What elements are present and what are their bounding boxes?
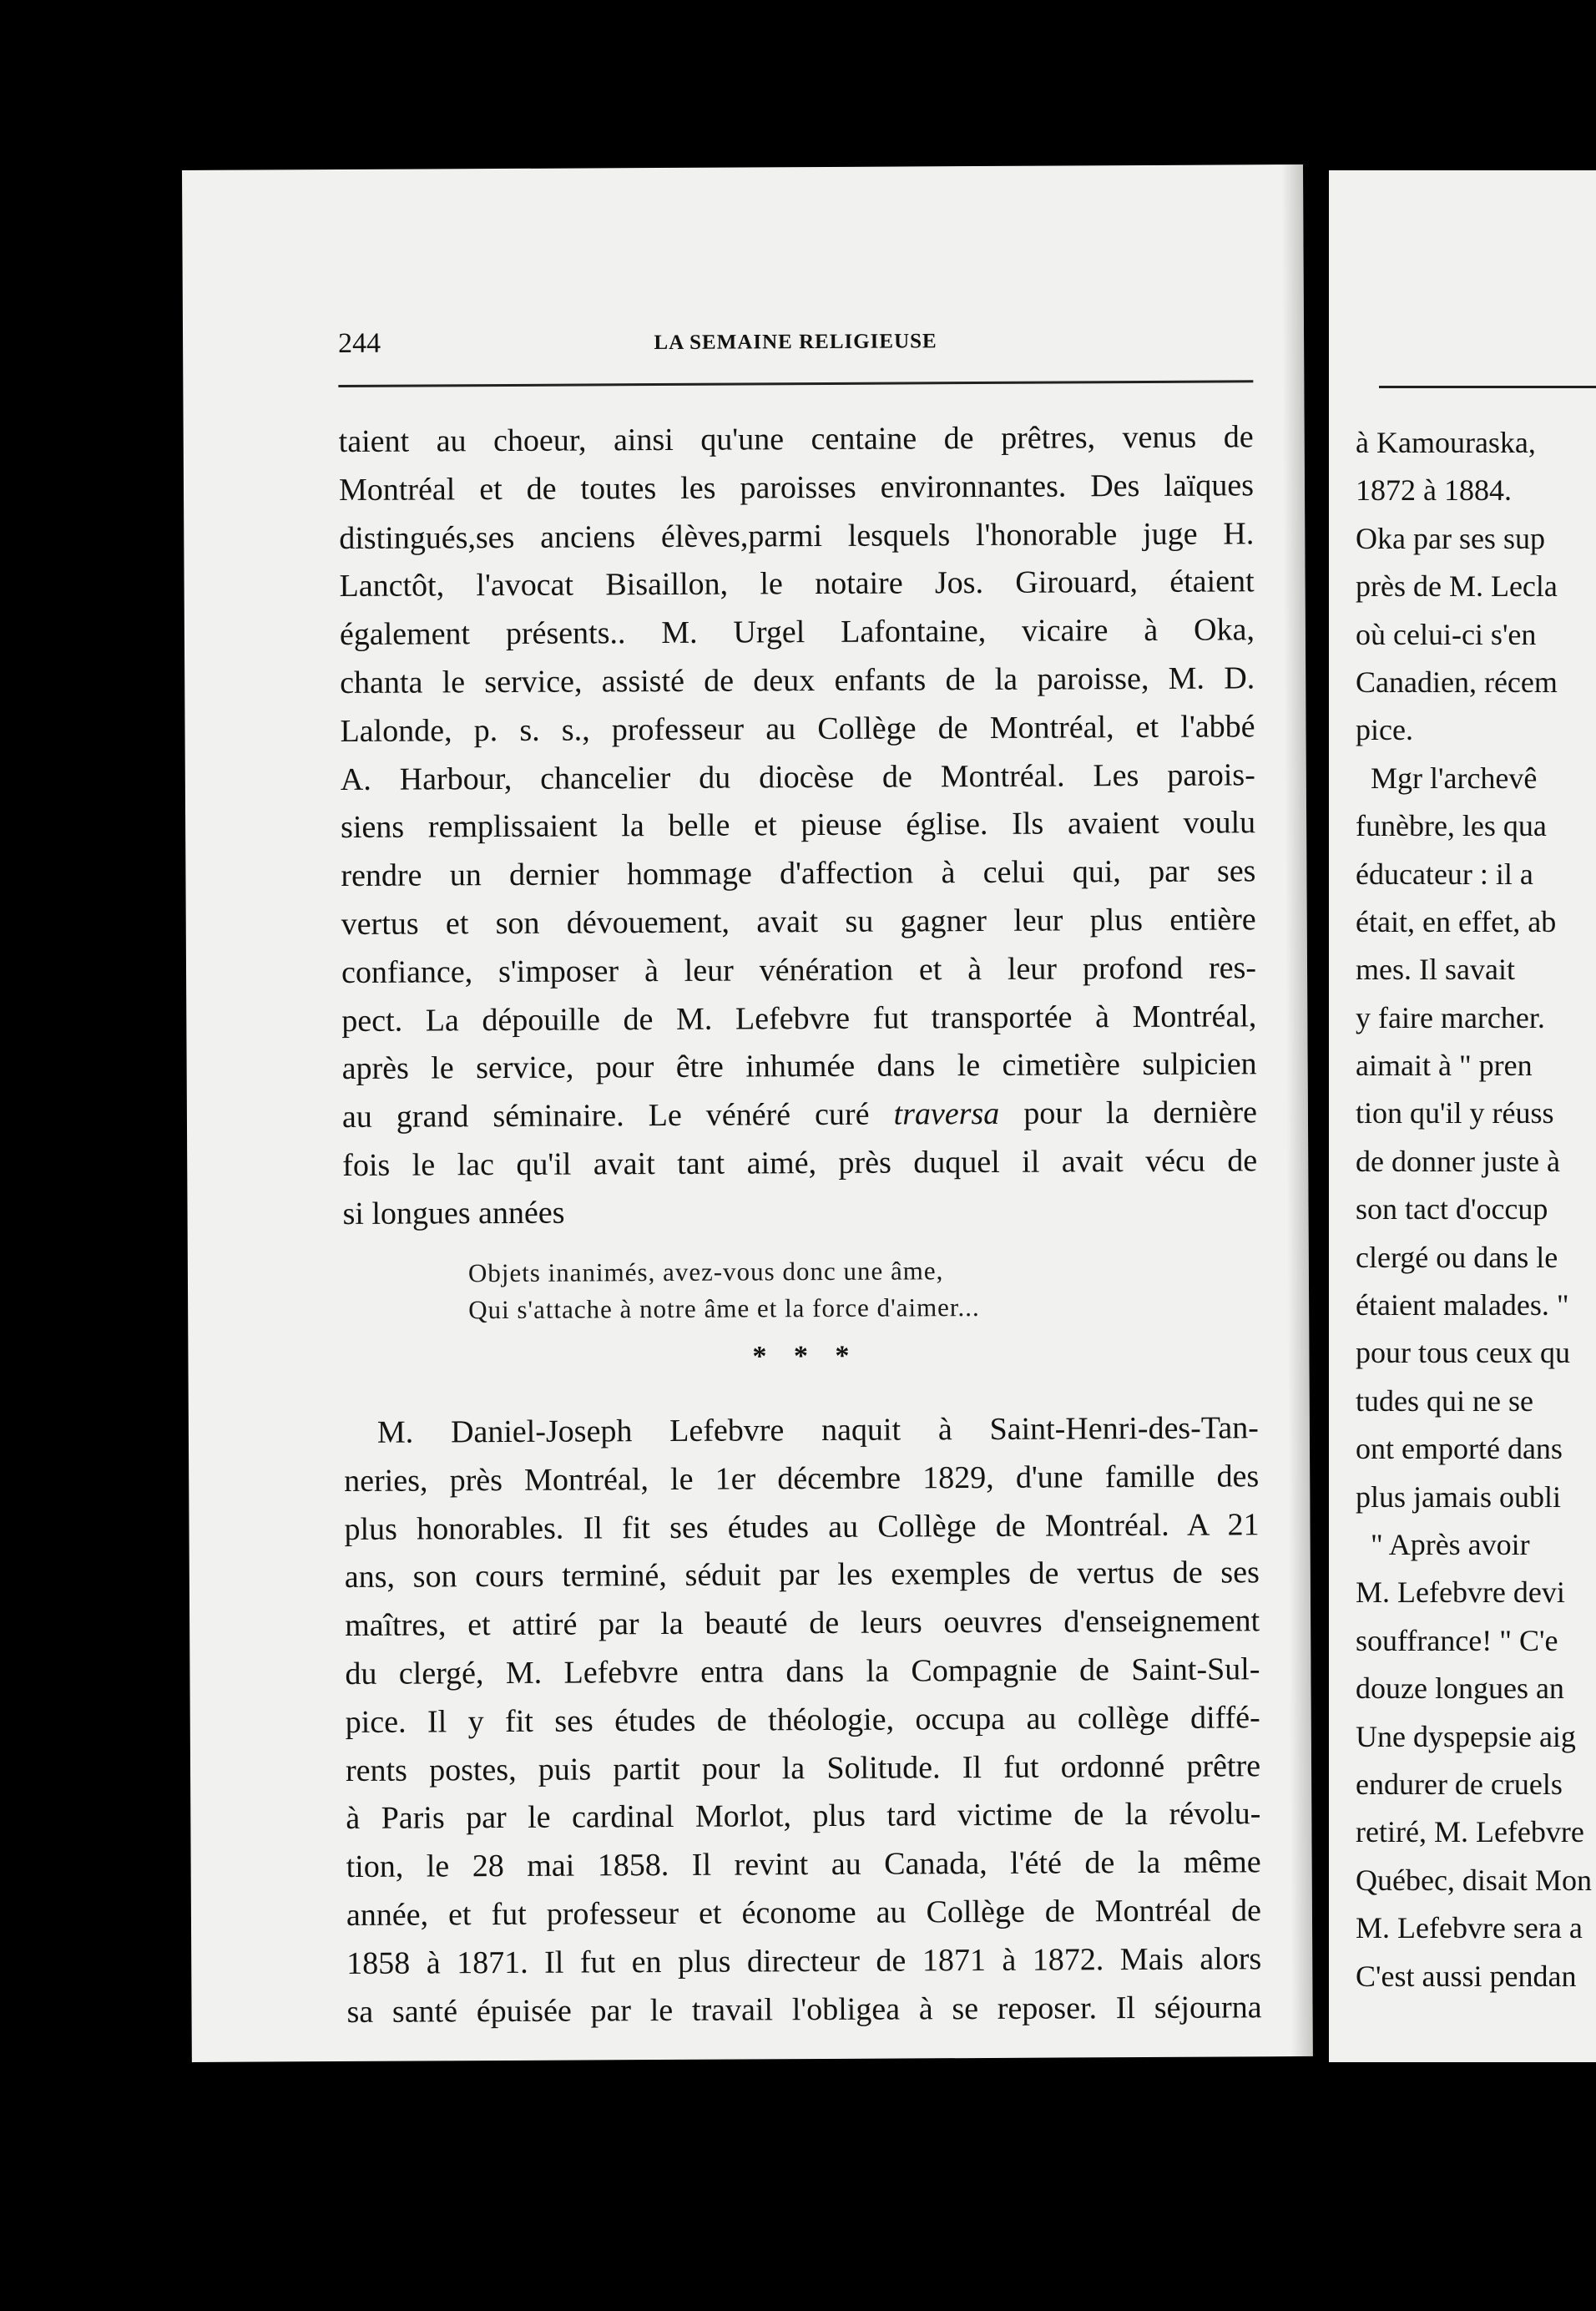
right-text-line: Une dyspepsie aig xyxy=(1356,1719,1576,1753)
paragraph-2 xyxy=(344,1404,1262,2036)
right-text-line: mes. Il savait xyxy=(1356,953,1515,987)
text-line: Lalonde, p. s. s., professeur au Collège de Montréal, et l'abbé xyxy=(340,709,1255,749)
text-line: neries, près Montréal, le 1er décembre 1829, d'une famille des xyxy=(344,1459,1260,1499)
text-line: Montréal et de toutes les paroisses environnantes. Des laïques xyxy=(338,468,1255,508)
text-line: tion, le 28 mai 1858. Il revint au Canada, l'été de la même xyxy=(346,1844,1261,1885)
body-text xyxy=(338,413,1262,2030)
text-line: maîtres, et attiré par la beauté de leurs oeuvres d'enseignement xyxy=(345,1603,1260,1644)
text-line: à Paris par le cardinal Morlot, plus tard victime de la révolu- xyxy=(346,1796,1261,1837)
right-text-line: pour tous ceux qu xyxy=(1356,1336,1570,1370)
right-text-line: souffrance! " C'e xyxy=(1356,1623,1558,1657)
text-line: distingués,ses anciens élèves,parmi lesquels l'honorable juge H. xyxy=(339,515,1255,556)
text-line: siens remplissaient la belle et pieuse église. Ils avaient voulu xyxy=(341,805,1256,846)
right-text-line: pice. xyxy=(1356,713,1413,747)
page-header xyxy=(338,323,1253,370)
text-line: pect. La dépouille de M. Lefebvre fut transportée à Montréal, xyxy=(341,998,1257,1039)
right-text-line: retiré, M. Lefebvre xyxy=(1356,1815,1584,1849)
text-line: ans, son cours terminé, séduit par les exemples de vertus de ses xyxy=(344,1555,1260,1595)
right-text-line: près de M. Lecla xyxy=(1356,569,1558,604)
right-text-line: endurer de cruels xyxy=(1356,1767,1563,1801)
right-text-line: tudes qui ne se xyxy=(1356,1383,1533,1418)
text-line: après le service, pour être inhumée dans le cimetière sulpicien xyxy=(341,1046,1257,1087)
right-text-line: son tact d'occup xyxy=(1356,1192,1548,1226)
text-line: M. Daniel-Joseph Lefebvre naquit à Saint-Henri-des-Tan- xyxy=(376,1410,1260,1450)
right-text-line: clergé ou dans le xyxy=(1356,1240,1558,1274)
text-line: sa santé épuisée par le travail l'obligea à se reposer. Il séjourna xyxy=(346,1989,1262,2030)
text-line: du clergé, M. Lefebvre entra dans la Compagnie de Saint-Sul- xyxy=(345,1651,1260,1692)
verse-line: Qui s'attache à notre âme et la force d'aimer... xyxy=(468,1292,980,1325)
verse-line: Objets inanimés, avez-vous donc une âme, xyxy=(467,1256,944,1288)
right-text-line: Québec, disait Mon xyxy=(1356,1863,1592,1897)
section-asterism: * * * xyxy=(752,1340,850,1373)
right-page xyxy=(1329,170,1596,2062)
text-line: taient au choeur, ainsi qu'une centaine de prêtres, venus de xyxy=(338,419,1254,460)
right-text-line: à Kamouraska, xyxy=(1356,426,1536,459)
text-line: vertus et son dévouement, avait su gagner leur plus entière xyxy=(341,902,1256,942)
text-line: A. Harbour, chancelier du diocèse de Montréal. Les parois- xyxy=(340,756,1255,797)
left-page xyxy=(182,164,1313,2062)
right-text-line: " Après avoir xyxy=(1371,1527,1530,1561)
text-line: plus honorables. Il fit ses études au Collège de Montréal. A 21 xyxy=(344,1506,1260,1547)
gutter-shadow xyxy=(1281,164,1313,2056)
right-text-line: de donner juste à xyxy=(1356,1144,1560,1178)
text-line: Lanctôt, l'avocat Bisaillon, le notaire Jos. Girouard, étaient xyxy=(339,564,1255,604)
right-text-line: 1872 à 1884. xyxy=(1356,473,1512,508)
right-text-line: Oka par ses sup xyxy=(1356,521,1545,555)
right-text-line: ont emporté dans xyxy=(1356,1432,1563,1466)
right-text-line: aimait à " pren xyxy=(1356,1049,1533,1083)
right-text-line: plus jamais oubli xyxy=(1356,1479,1561,1514)
text-line: chanta le service, assisté de deux enfants de la paroisse, M. D. xyxy=(340,660,1255,701)
right-text-line: éducateur : il a xyxy=(1356,857,1533,891)
text-line: également présents.. M. Urgel Lafontaine, vicaire à Oka, xyxy=(339,612,1255,653)
right-text-line: étaient malades. " xyxy=(1356,1288,1569,1322)
header-rule xyxy=(338,380,1253,387)
right-text-line: Mgr l'archevê xyxy=(1371,761,1538,795)
running-title: LA SEMAINE RELIGIEUSE xyxy=(654,330,937,355)
text-line: rendre un dernier hommage d'affection à celui qui, par ses xyxy=(341,853,1256,894)
text-line: année, et fut professeur et économe au Collège de Montréal de xyxy=(346,1893,1262,1933)
page-number: 244 xyxy=(337,327,381,360)
text-line: fois le lac qu'il avait tant aimé, près duquel il avait vécu de xyxy=(342,1143,1258,1183)
verse-quote xyxy=(343,1250,1313,1329)
right-text-line: où celui-ci s'en xyxy=(1356,617,1537,651)
right-text-line: M. Lefebvre sera a xyxy=(1356,1911,1583,1945)
right-header-rule xyxy=(1379,386,1596,388)
text-line: rents postes, puis partit pour la Solitude. Il fut ordonné prêtre xyxy=(345,1747,1261,1788)
paragraph-1 xyxy=(339,413,1258,1238)
right-text-line: funèbre, les qua xyxy=(1356,809,1547,843)
right-text-line: C'est aussi pendan xyxy=(1356,1959,1577,1993)
right-page-text xyxy=(1356,419,1596,2000)
right-text-line: y faire marcher. xyxy=(1356,1000,1545,1034)
text-line: 1858 à 1871. Il fut en plus directeur de 1871 à 1872. Mais alors xyxy=(346,1941,1262,1981)
text-line: pice. Il y fit ses études de théologie, occupa au collège diffé- xyxy=(345,1700,1260,1740)
text-line: au grand séminaire. Le vénéré curé traversa pour la dernière xyxy=(341,1095,1258,1135)
right-text-line: Canadien, récem xyxy=(1356,665,1558,699)
text-line: confiance, s'imposer à leur vénération et à leur profond res- xyxy=(341,950,1257,990)
text-line: si longues années xyxy=(342,1195,565,1231)
right-text-line: M. Lefebvre devi xyxy=(1356,1575,1565,1610)
right-text-line: tion qu'il y réuss xyxy=(1356,1096,1554,1130)
right-text-line: douze longues an xyxy=(1356,1671,1564,1706)
right-text-line: était, en effet, ab xyxy=(1356,904,1557,938)
